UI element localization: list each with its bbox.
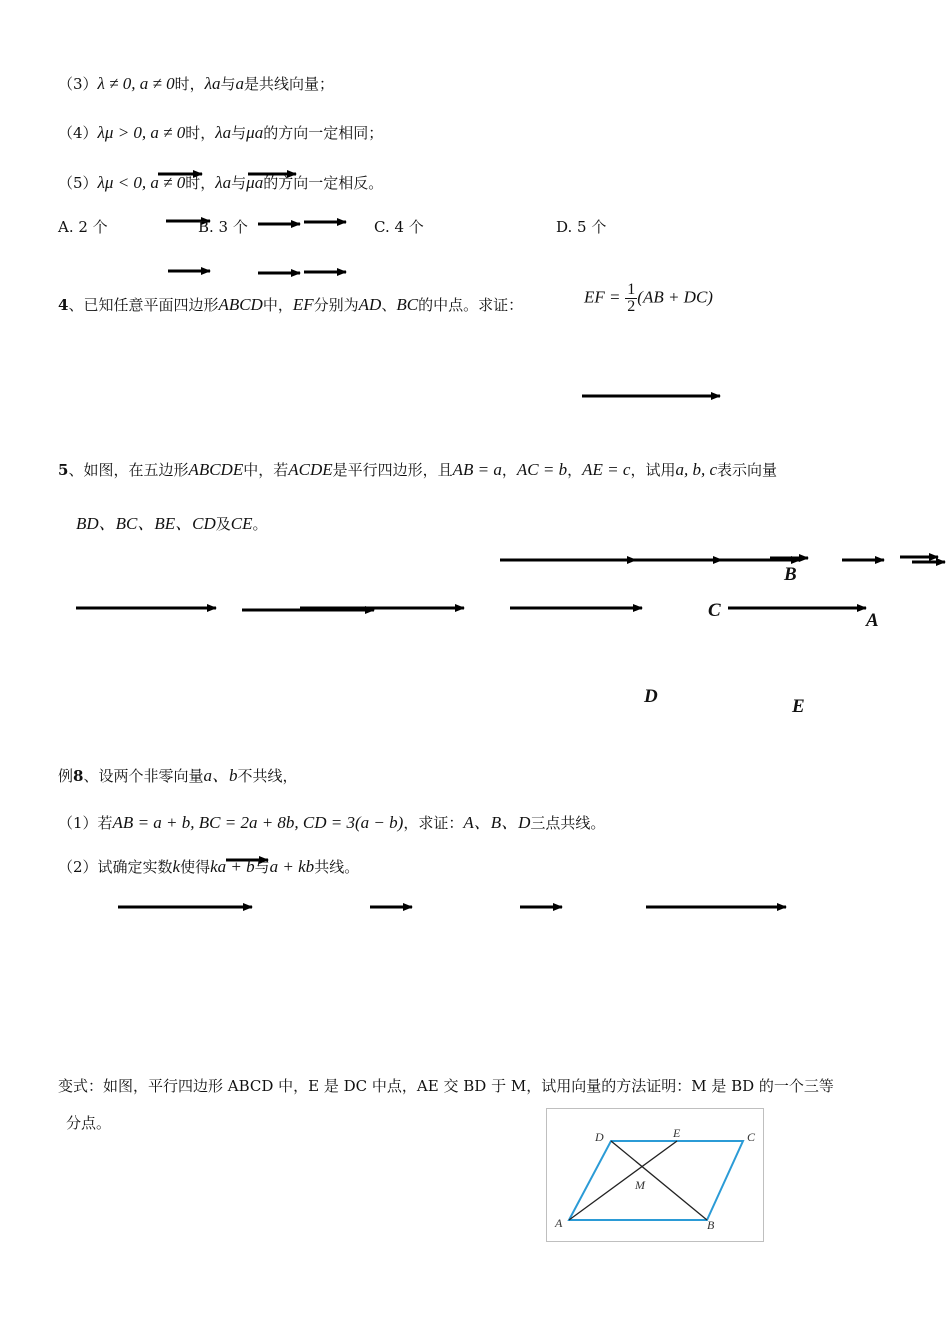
example-8: 例8、设两个非零向量a、b不共线， — [58, 766, 298, 785]
label-a: A — [866, 610, 879, 631]
diagonal-bd — [611, 1141, 707, 1220]
statement-5: （5）λμ < 0, a ≠ 0时，λa与μa的方向一定相反。 — [58, 173, 384, 192]
segment-ae — [569, 1141, 677, 1220]
statement-3: （3）λ ≠ 0, a ≠ 0时，λa与a是共线向量； — [58, 74, 334, 93]
variant-text: 变式：如图，平行四边形 ABCD 中，E 是 DC 中点，AE 交 BD 于 M，试用向量的方法证明：M 是 BD 的一个三等 — [58, 1077, 834, 1095]
fig-label-e: E — [673, 1126, 681, 1140]
example-8-part-2: （2）试确定实数k使得ka + b与a + kb共线。 — [58, 857, 360, 876]
option-b: B. 3 个 — [198, 218, 248, 236]
q4-equation: EF = $\frac{1}{2}$ (AB + DC) — [584, 281, 713, 315]
label-d: D — [644, 686, 658, 707]
fig-label-m: M — [635, 1178, 645, 1192]
fig-label-c: C — [747, 1130, 756, 1144]
fraction: $\frac{1}{2}$ — [627, 281, 636, 315]
question-5-line2: BD、BC、BE、CD及CE。 — [76, 514, 268, 533]
option-d: D. 5 个 — [556, 218, 607, 236]
label-c: C — [708, 600, 721, 621]
label-e: E — [792, 696, 805, 717]
fig-label-d: D — [595, 1130, 604, 1144]
option-c: C. 4 个 — [374, 218, 424, 236]
statement-4: （4）λμ > 0, a ≠ 0时，λa与μa的方向一定相同； — [58, 123, 384, 142]
parallelogram-figure — [546, 1108, 764, 1242]
parallelogram-shape — [569, 1141, 743, 1220]
variant-text-cont: 分点。 — [66, 1114, 112, 1132]
option-a: A. 2 个 — [58, 218, 108, 236]
fig-label-b: B — [707, 1218, 715, 1232]
example-8-part-1: （1）若AB = a + b, BC = 2a + 8b, CD = 3(a − b)，求证：A、B、D三点共线。 — [58, 813, 606, 832]
parallelogram-diagram — [547, 1109, 763, 1241]
question-5: 5、如图，在五边形ABCDE中，若ACDE是平行四边形，且AB = a，AC = b，AE = c，试用a, b, c表示向量 — [58, 460, 778, 479]
label-b: B — [784, 564, 797, 585]
fig-label-a: A — [555, 1216, 563, 1230]
question-4: 4、已知任意平面四边形ABCD中，EF分别为AD、BC的中点。求证： — [58, 295, 524, 314]
